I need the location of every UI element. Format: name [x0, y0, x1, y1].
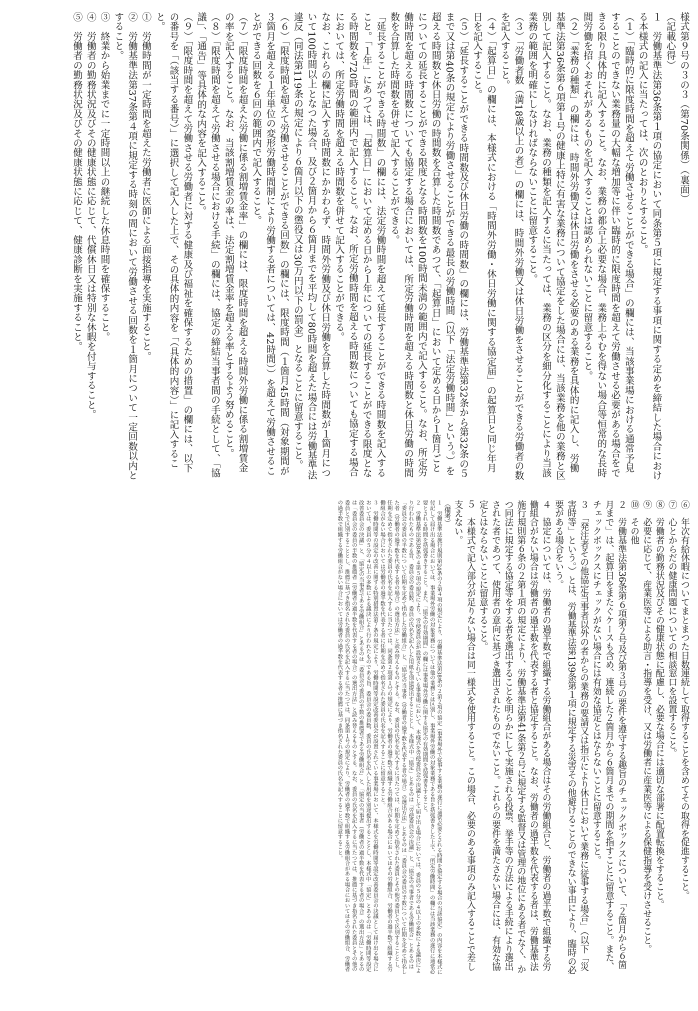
instruction-item: ２ 労働基準法第36条第６項第２号及び第３号の要件を遵守する趣旨のチェックボックスについて、「２箇月から６箇月まで」は、起算日をまたぐケースも含め、連続した２箇月から６箇月までの期間を指すことに留意すること。また、チェックボックスにチェックがない場合には有効な協定とはならないことに留意すること。	[590, 500, 627, 972]
instruction-item: （８）「限度時間を超えて労働させる場合における手続」の欄には、協定の締結当事者間の手続として、「協議」、「通告」等具体的な内容を記入すること。	[195, 12, 220, 478]
measure-option: ⑤ 労働者の勤務状況及びその健康状態に応じて、健康診断を実施すること。	[70, 12, 82, 352]
note-item: ３ 労働時間等の設定の改善に関する特別措置法第７条の規定により、労働時間等設定改善委員会が設置されている事業場において、本様式を労働時間等設定改善委員会の決議として届け出る場合においては、委員の５分の４以上の多数による議決により行われたものである旨、委員会の委員数、委員の氏名を記入した用紙を別途提出することとし、本様式中「協定」とあるのは「労働時間等設定改善委員会の決議」と、「協定の当事者である労働組合」とあるのは「委員会の委員の半数の推薦者である労働組合」と、「協定の当事者（労働者の過半数を代表する者の場合）の選出方法」とあるのは「委員会の委員の半数の推薦者（労働者の過半数を代表する者の場合）の選出方法」と読み替えるものとする。なお、委員の氏名を記入するに当たつては、推薦に基づき指名された委員とその他の委員とで区別することとし、推薦に基づき指名された委員の氏名を記入するに当たつては、同条第１号の規定により、労働者の過半数で組織する労働組合がある場合においてはその労働組合、労働者の過半数で組織する労働組合がない場合においては労働者の過半数を代表する者の推薦に基づき指名された委員の氏名を記入することに留意すること。	[336, 500, 378, 972]
form-instructions-upper	[8, 12, 690, 482]
measure-option: ⑩ その他	[628, 500, 639, 545]
section-heading: （記載心得）	[664, 12, 676, 71]
measure-option: ① 労働時間が一定時間を超えた労働者に医師による面接指導を実施すること。	[139, 12, 151, 362]
instruction-item: ５ 本様式で記入部分が足りない場合は同一様式を使用すること。この場合、必要のある事項のみ記入することで差し支えない。	[452, 500, 475, 972]
instruction-item: （７）「限度時間を超えた労働に係る割増賃金率」の欄には、限度時間を超える時間外労働に係る割増賃金の率を記入すること。なお、当該割増賃金の率は、法定割増賃金率を超える率とするよう努めること。	[222, 12, 248, 473]
instruction-item: （２）「業務の種類」の欄には、時間外労働又は休日労働をさせる必要のある業務を具体的に記入し、労働基準法第36条第６項第１号の健康上特に有害な業務について協定をした場合には、当該業務を他の業務と区別して記入すること。なお、業務の種類を記入するに当たっては、業務の区分を細分化することにより当該業務の範囲を明確にしなければならないことに留意すること。	[526, 12, 579, 481]
measure-option: ⑥ 年次有給休暇についてまとまつた日数連続して取得することを含めてその取得を促進すること。	[679, 500, 689, 901]
instruction-item: ３ 「発注者その他協定当事者以外の者からの業務の要請又は指示により休日において業務に従事する場合」（以下「災害時等」という。）とは、労働基準法第139条第１項に規定する災害その他避けることのできない事由により、臨時の必要がある場合をいう。	[553, 500, 589, 975]
measure-option: ⑧ 労働者の勤務状況及びその健康状態に配慮し、必要な場合には適切な部署に配置転換をすること。	[653, 500, 664, 909]
notes-heading: （備考）	[442, 500, 451, 527]
measure-option: ③ 終業から始業までに一定時間以上の継続した休息時間を確保すること。	[98, 12, 110, 342]
instruction-item: ４ 協定については、労働者の過半数で組織する労働組合がある場合はその労働組合と、労働者の過半数で組織する労働組合がない場合は労働者の過半数を代表する者と協定すること。なお、労働者の過半数を代表する者は、労働基準法施行規則第６条の２第１項の規定により、労働基準法第41条第２号に規定する監督又は管理の地位にある者でなく、かつ同法に規定する協定等をする者を選出することを明らかにして実施される投票、挙手等の方法による手続により選出された者であつて、使用者の意向に基づき選出されたものでないこと。これらの要件を満たさない場合には、有効な協定とはならないことに留意すること。	[477, 500, 551, 974]
form-instructions-lower	[8, 500, 690, 975]
note-item: １ 労働基準法施行規則第24条の２第４項の規定により、労働基準法第38条の２第２項の協定（事業場外で従事する業務の遂行に通常必要とされる時間を協定する場合の当該協定）の内容を本様式に付記して届け出る場合においては、事業場外労働の対象業務については他の業務とは区別し、事業場外労働の対象業務である旨を括弧書きした上で、「所定労働時間」の欄には当該業務の遂行に通常必要とされる時間を括弧書きすること。また、「協定の有効期間」の欄には事業場外労働に関する協定の有効期間を括弧書きすること。	[421, 500, 442, 975]
instruction-item: （１）「臨時的に限度時間を超えて労働させることができる場合」の欄には、当該事業場における通常予見することのできない業務量の大幅な増加等に伴い臨時的に限度時間を超えて労働させる必要がある場合をできる限り具体的に記入すること。なお、業務の都合上必要な場合、業務上やむを得ない場合等恒常的な長時間労働を招くおそれがあるものを記入することは認められないことに留意すること。	[581, 12, 634, 478]
measure-option: ⑨ 必要に応じて、産業医等による助言・指導を受け、又は労働者に産業医等による保健指導を受けさせること。	[641, 500, 652, 954]
instruction-item: なお、これらの欄に記入する時間数にかかわらず、時間外労働及び休日労働を合算した時間数が１箇月について100時間以上となつた場合、及び２箇月から６箇月までを平均して80時間を超えた場合には労働基準法違反（同法第119条の規定により６箇月以下の懲役又は30万円以下の罰金）となることに留意すること。	[291, 12, 331, 480]
instruction-item: （３）「労働者数（満18歳以上の者）」の欄には、時間外労働又は休日労働をさせることができる労働者の数を記入すること。	[498, 12, 524, 481]
instruction-item: （４）「起算日」の欄には、本様式における「時間外労働・休日労働に関する協定届」の起算日と同じ年月日を記入すること。	[471, 12, 496, 473]
instruction-item: （６）「限度時間を超えて労働させることができる回数」の欄には、限度時間（１箇月45時間（対象期間が３箇月を超える１年単位の変形労働時間制により労働する者については、42時間））を超えて労働させることができる回数を６回の範囲内で記入すること。	[250, 12, 289, 476]
instruction-item: １ 労働基準法第36条第１項の協定において同条第５項に規定する事項に関する定めを締結した場合における本様式の記入に当たっては、次のとおりとすること。	[636, 12, 662, 481]
measure-option: ④ 労働者の勤務状況及びその健康状態に応じて、代償休日又は特別な休暇を付与すること。	[84, 12, 96, 420]
instruction-item: （９）「限度時間を超えて労働させる労働者に対する健康及び福祉を確保するための措置」の欄には、以下の番号を「（該当する番号）」に選択して記入した上で、その具体的内容を「（具体的内容）」に記入すること。	[153, 12, 193, 473]
instruction-item: 「延長することができる時間数」の欄には、法定労働時間を超えて延長することができる時間数を記入すること。「１年」にあつては、「起算日」において定める日から１年についての延長することができる限度となる時間数を720時間の範囲内で記入すること。なお、所定労働時間を超える時間数についても協定する場合においては、所定労働時間を超える時間数を併せて記入することができる。	[333, 12, 386, 478]
form-title: 様式第９号の３の３（第70条関係）（裏面）	[678, 12, 689, 205]
instruction-item: （５）「延長することができる時間数及び休日労働の時間数」の欄には、労働基準法第32条から第32条の５まで又は第40条の規定により労働させることができる最長の労働時間（以下「法定労働時間」という。）を超える時間数と休日労働の時間数を合算した時間数であつて、「起算日」において定める日から１箇月ごとについての延長することができる限度となる時間数を100時間未満の範囲内で記入すること。なお、所定労働時間を超える時間数についても協定する場合においては、所定労働時間を超える時間数と休日労働の時間数を合算した時間数を併せて記入することができる。	[388, 12, 469, 479]
measure-option: ⑦ 心とからだの健康問題についての相談窓口を設置すること。	[666, 500, 677, 758]
note-item: ２ 労働基準法第38条の４第５項の規定により、労使委員会が設置されている事業場において、本様式を労使委員会の決議として届け出る場合においては、委員の５分の４以上の多数による議決により行われたものである旨、委員会の委員数、委員の氏名を記入した用紙を別途提出することとし、本様式中「協定」とあるのは「労使委員会の決議」と、「協定の当事者である労働組合」とあるのは「委員会の委員の半数について任期を定めて指名した労働組合」と、「協定の当事者（労働者の過半数を代表する者の場合）の選出方法」とあるのは「委員会の委員の半数について任期を定めて指名した者（労働者の過半数を代表する者の場合）の選出方法」と読み替えるものとする。なお、委員の氏名を記入するに当たつては、任期を定めて指名された委員とその他の委員とで区別することとし、任期を定めて指名された委員の氏名を記入するに当たつては、同条第２項第１号の規定により、労働者の過半数で組織する労働組合がある場合においてはその労働組合、労働者の過半数で組織する労働組合がない場合においては労働者の過半数を代表する者に任期を定めて指名された委員の氏名を記入することに留意すること。	[378, 500, 421, 975]
measure-option: ② 労働基準法第37条第４項に規定する時刻の間において労働させる回数を１箇月について一定回数以内とすること。	[112, 12, 138, 481]
